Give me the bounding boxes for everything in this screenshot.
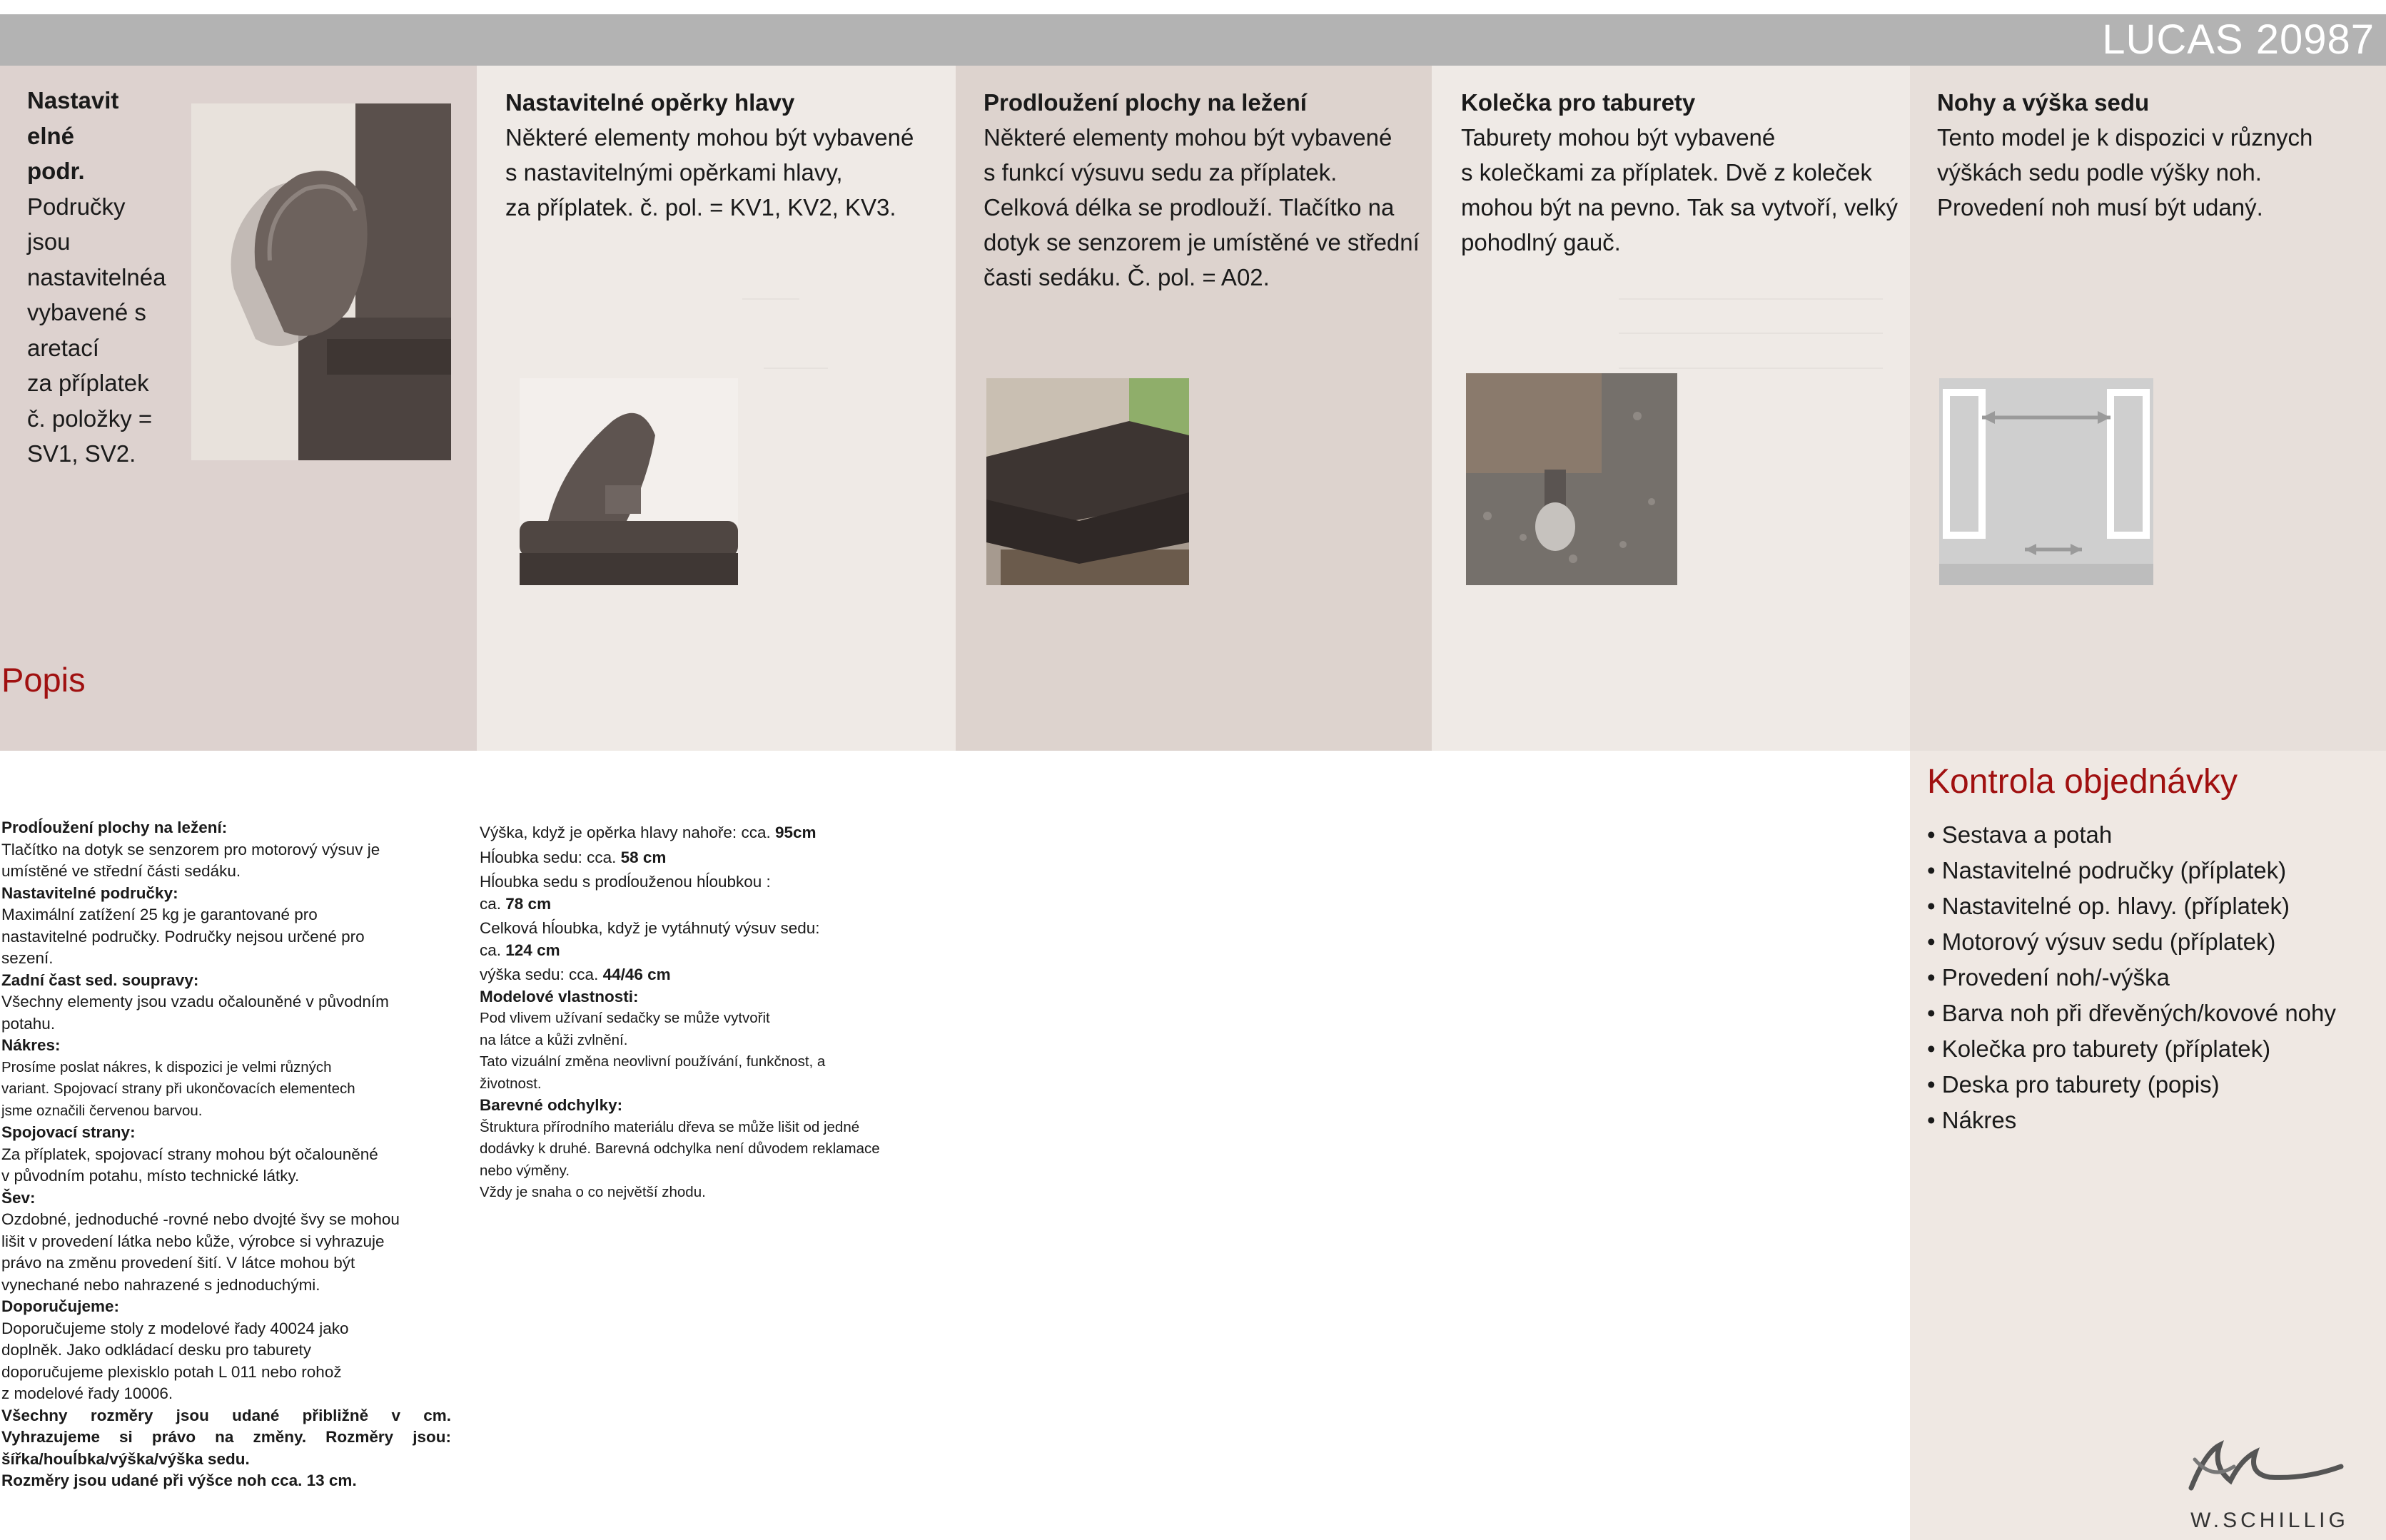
desc-line: doporučujeme plexisklo potah L 011 nebo rohož	[1, 1362, 342, 1381]
castors-line: s kolečkami za příplatek. Dvě z koleček	[1461, 159, 1872, 186]
model-props-line: Pod vlivem užívaní sedačky se může vytvořit	[480, 1010, 770, 1026]
legs-line: Tento model je k dispozici v různych	[1937, 124, 2313, 151]
model-props-line: Tato vizuální změna neovlivní používání, funkčnost, a	[480, 1053, 826, 1070]
dimensions-note: Všechny rozměry jsou udané přibližně v cm.	[1, 1406, 451, 1424]
desc-line: Prosíme poslat nákres, k dispozici je velmi různých	[1, 1058, 332, 1075]
seat-height-diagram	[1939, 378, 2153, 585]
divider	[1619, 333, 1883, 334]
order-check-item: • Deska pro taburety (popis)	[1927, 1067, 2336, 1103]
extension-title: Prodloužení plochy na ležení	[984, 89, 1307, 116]
extension-line: Celková délka se prodlouží. Tlačítko na	[984, 194, 1395, 221]
desc-heading: Nákres:	[1, 1036, 61, 1054]
order-check-item: • Sestava a potah	[1927, 817, 2336, 853]
extension-line: časti sedáku. Č. pol. = A02.	[984, 264, 1270, 290]
desc-line: doplněk. Jako odkládací desku pro taburety	[1, 1341, 312, 1359]
measurement-row: Výška, když je opěrka hlavy nahoře: cca. 95cm	[480, 824, 817, 841]
measurements-block	[480, 822, 936, 1204]
divider	[1619, 298, 1883, 300]
model-title: LUCAS 20987	[2102, 16, 2375, 63]
desc-line: nastavitelné područky. Područky nejsou určené pro	[1, 927, 365, 946]
legs-text	[1937, 86, 2380, 225]
color-dev-line: dodávky k druhé. Barevná odchylka není důvodem reklamace	[480, 1140, 880, 1157]
wschillig-logo	[2163, 1438, 2377, 1534]
legs-title: Nohy a výška sedu	[1937, 89, 2150, 116]
headrest-line: Některé elementy mohou být vybavené	[505, 124, 914, 151]
castors-text	[1461, 86, 1904, 260]
castors-title: Kolečka pro taburety	[1461, 89, 1696, 116]
armrest-line: vybavené s	[27, 299, 146, 325]
measurement-row: ca. 124 cm	[480, 941, 560, 959]
header-bar	[0, 14, 2386, 66]
extension-line: s funkcí výsuvu sedu za příplatek.	[984, 159, 1338, 186]
armrest-title-2: elné	[27, 122, 75, 149]
desc-line: Doporučujeme stoly z modelové řady 40024 jako	[1, 1319, 349, 1337]
order-check-item: • Barva noh při dřevěných/kovové nohy	[1927, 996, 2336, 1031]
castors-line: Taburety mohou být vybavené	[1461, 124, 1776, 151]
extension-line: dotyk se senzorem je umístěné ve střední	[984, 229, 1420, 255]
measurement-row: Celková hĺoubka, když je vytáhnutý výsuv sedu:	[480, 919, 820, 937]
castor-wheel-photo	[1466, 373, 1677, 585]
color-dev-line: Vždy je snaha o co největší zhodu.	[480, 1184, 706, 1200]
color-dev-line: Štruktura přírodního materiálu dřeva se může lišit od jedné	[480, 1118, 860, 1135]
desc-heading: Doporučujeme:	[1, 1297, 120, 1315]
desc-line: Všechny elementy jsou vzadu očalouněné v původním	[1, 993, 389, 1010]
desc-line: v původním potahu, místo technické látky.	[1, 1167, 300, 1185]
headrest-line: za příplatek. č. pol. = KV1, KV2, KV3.	[505, 194, 896, 221]
corner-sofa-photo	[986, 378, 1189, 585]
armrest-line: Područky	[27, 193, 126, 220]
order-check-item: • Nastavitelné područky (příplatek)	[1927, 853, 2336, 888]
measurement-row: Hĺoubka sedu s prodĺouženou hĺoubkou :	[480, 873, 771, 891]
order-check-list	[1927, 817, 2336, 1138]
desc-line: z modelové řady 10006.	[1, 1384, 173, 1402]
headrest-text	[505, 86, 948, 225]
description-block	[1, 817, 451, 1492]
color-dev-line: nebo výměny.	[480, 1162, 570, 1179]
desc-heading: Šev:	[1, 1188, 36, 1207]
order-check-item: • Provedení noh/-výška	[1927, 960, 2336, 996]
desc-line: Ozdobné, jednoduché -rovné nebo dvojté švy se mohou	[1, 1210, 400, 1228]
desc-heading: Prodĺoužení plochy na ležení:	[1, 819, 228, 836]
measurement-row: ca. 78 cm	[480, 894, 552, 913]
castors-line: mohou být na pevno. Tak sa vytvoří, velký	[1461, 194, 1899, 221]
color-dev-heading: Barevné odchylky:	[480, 1096, 623, 1114]
order-check-item: • Nákres	[1927, 1103, 2336, 1138]
armrest-line: jsou	[27, 228, 71, 255]
legs-line: Provedení noh musí být udaný.	[1937, 194, 2263, 221]
armrest-line: aretací	[27, 334, 99, 361]
armrest-line: nastavitelnéa	[27, 263, 166, 290]
desc-line: lišit v provedení látka nebo kůže, výrobce si vyhrazuje	[1, 1232, 385, 1250]
desc-heading: Nastavitelné područky:	[1, 883, 178, 902]
model-props-line: na látce a kůži zvlnění.	[480, 1031, 628, 1048]
armrest-line: za příplatek	[27, 370, 149, 396]
model-props-heading: Modelové vlastnosti:	[480, 987, 639, 1005]
extension-line: Některé elementy mohou být vybavené	[984, 124, 1392, 151]
desc-heading: Zadní čast sed. soupravy:	[1, 971, 199, 989]
castors-line: pohodlný gauč.	[1461, 229, 1621, 255]
order-check-item: • Nastavitelné op. hlavy. (příplatek)	[1927, 888, 2336, 924]
desc-line: potahu.	[1, 1014, 56, 1033]
headrest-line: s nastavitelnými opěrkami hlavy,	[505, 159, 843, 186]
desc-line: právo na změnu provedení šití. V látce mohou být	[1, 1254, 355, 1272]
desc-line: Za příplatek, spojovací strany mohou být očalouněné	[1, 1145, 378, 1163]
armrest-line: č. položky =	[27, 405, 153, 432]
dimensions-note: Vyhrazujeme si právo na změny. Rozměry jsou:	[1, 1428, 451, 1446]
adjustable-armrest-photo	[191, 103, 451, 460]
desc-line: variant. Spojovací strany při ukončovacích elementech	[1, 1080, 355, 1097]
desc-line: vynechané nebo nahrazené s jednoduchými.	[1, 1275, 320, 1294]
headrest-photo	[520, 378, 738, 585]
order-check-item: • Kolečka pro taburety (příplatek)	[1927, 1031, 2336, 1067]
order-check-item: • Motorový výsuv sedu (příplatek)	[1927, 924, 2336, 960]
order-check-title: Kontrola objednávky	[1927, 763, 2238, 801]
extension-text	[984, 86, 1426, 295]
headrest-title: Nastavitelné opěrky hlavy	[505, 89, 795, 116]
logo-text: W.SCHILLIG	[2190, 1509, 2349, 1532]
desc-line: Tlačítko na dotyk se senzorem pro motorový výsuv je	[1, 840, 380, 858]
dimensions-note: Rozměry jsou udané při výšce noh cca. 13 cm.	[1, 1471, 357, 1489]
description-heading: Popis	[1, 661, 86, 699]
measurement-row: výška sedu: cca. 44/46 cm	[480, 966, 671, 983]
armrest-line: SV1, SV2.	[27, 440, 136, 467]
desc-heading: Spojovací strany:	[1, 1123, 136, 1141]
model-props-line: životnost.	[480, 1075, 542, 1092]
measurement-row: Hĺoubka sedu: cca. 58 cm	[480, 848, 667, 866]
divider	[1619, 368, 1883, 369]
armrest-title-1: Nastavit	[27, 87, 119, 113]
desc-line: Maximální zatížení 25 kg je garantované pro	[1, 906, 318, 923]
armrest-text	[27, 83, 191, 472]
legs-line: výškách sedu podle výšky noh.	[1937, 159, 2262, 186]
divider	[764, 368, 828, 369]
dimensions-note: šířka/houĺbka/výška/výška sedu.	[1, 1449, 250, 1468]
divider	[742, 298, 799, 300]
desc-line: sezení.	[1, 949, 54, 967]
desc-line: umístěné ve střední části sedáku.	[1, 862, 241, 880]
desc-line: jsme označili červenou barvou.	[1, 1102, 203, 1119]
armrest-title-3: podr.	[27, 158, 85, 184]
